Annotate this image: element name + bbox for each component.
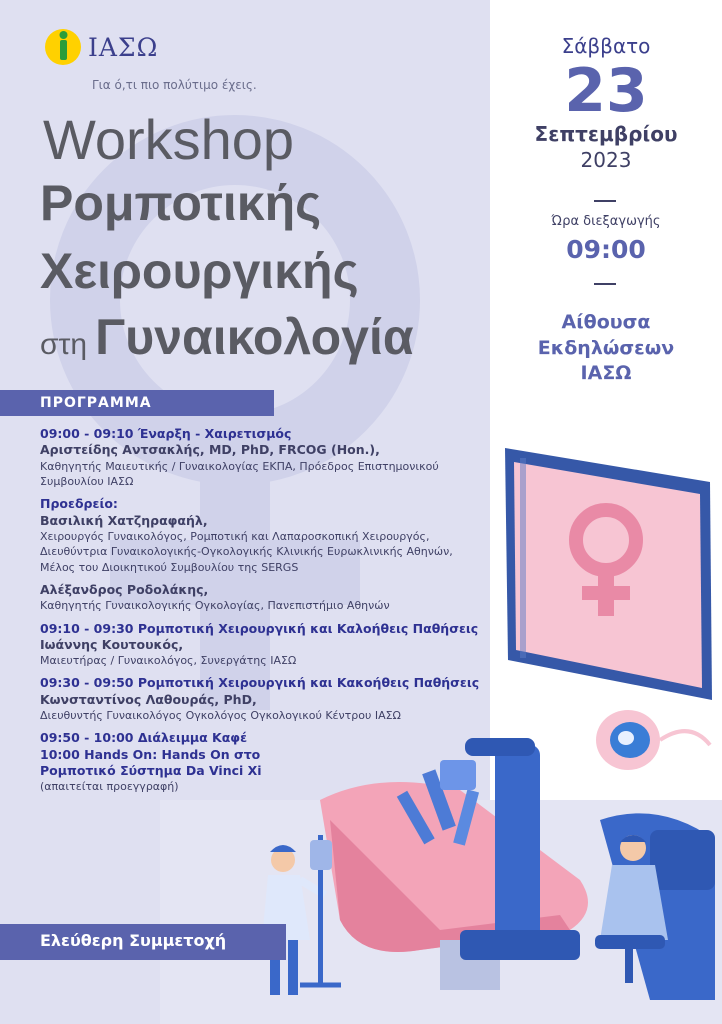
logo-text: ΙΑΣΩ — [88, 32, 159, 62]
surgeon-icon — [262, 835, 341, 995]
free-participation-label: Ελεύθερη Συμμετοχή — [40, 931, 227, 950]
title-line-1: Ρομποτικής — [40, 175, 322, 231]
speaker-name: Κωνσταντίνος Λαθουράς, PhD, — [40, 691, 257, 707]
title-line-3-small: στη — [40, 328, 88, 361]
title-line-2: Χειρουργικής — [40, 243, 359, 299]
event-date: 23 — [564, 56, 648, 126]
session-heading: 10:00 Hands On: Hands On στο — [40, 746, 261, 762]
venue-line-2: Εκδηλώσεων — [537, 336, 675, 359]
event-day: Σάββατο — [561, 34, 651, 58]
title-workshop: Workshop — [43, 108, 295, 171]
time-label: Ώρα διεξαγωγής — [551, 214, 661, 229]
surgical-lamp-icon — [596, 710, 710, 770]
venue-line-1: Αίθουσα — [561, 311, 651, 333]
venue-line-3: ΙΑΣΩ — [580, 362, 632, 385]
speaker-desc: Χειρουργός Γυναικολόγος, Ρομποτική και Λαπαροσκοπική Χειρουργός, — [40, 529, 430, 543]
program-title: ΠΡΟΓΡΑΜΜΑ — [40, 395, 152, 411]
speaker-name: Αλέξανδρος Ροδολάκης, — [40, 581, 209, 597]
session-heading: Προεδρείο: — [40, 496, 118, 512]
speaker-desc: Καθηγητής Γυναικολογικής Ογκολογίας, Πανεπιστήμιο Αθηνών — [40, 599, 390, 613]
monitor-icon — [505, 448, 712, 700]
title-line-3-big: Γυναικολογία — [95, 309, 414, 365]
speaker-desc: Μαιευτήρας / Γυναικολόγος, Συνεργάτης ΙΑΣΩ — [40, 654, 297, 668]
speaker-name: Αριστείδης Αντσακλής, MD, PhD, FRCOG (Hon.), — [40, 442, 380, 458]
session-heading: Ρομποτικό Σύστημα Da Vinci Xi — [40, 762, 262, 778]
program-list — [40, 426, 510, 795]
event-month: Σεπτεμβρίου — [534, 122, 678, 146]
session-heading: 09:00 - 09:10 Έναρξη - Χαιρετισμός — [40, 426, 292, 441]
speaker-desc: Διευθυντής Γυναικολόγος Ογκολόγος Ογκολογικού Κέντρου ΙΑΣΩ — [40, 708, 401, 722]
speaker-name: Βασιλική Χατζηραφαήλ, — [40, 512, 208, 528]
session-heading: 09:10 - 09:30 Ρομποτική Χειρουργική και Καλοήθεις Παθήσεις — [40, 620, 479, 636]
speaker-desc: Διευθύντρια Γυναικολογικής-Ογκολογικής Κλινικής Ευρωκλινικής Αθηνών, — [40, 545, 453, 559]
speaker-desc: Συμβουλίου ΙΑΣΩ — [40, 474, 134, 488]
event-year: 2023 — [580, 148, 632, 172]
speaker-desc: Μέλος του Διοικητικού Συμβουλίου της SERGS — [40, 560, 299, 574]
tagline: Για ό,τι πιο πολύτιμο έχεις. — [92, 78, 257, 92]
doctor-console-icon — [595, 813, 715, 1000]
event-time: 09:00 — [566, 235, 646, 264]
session-heading: 09:30 - 09:50 Ρομποτική Χειρουργική και Κακοήθεις Παθήσεις — [40, 675, 480, 691]
session-note: (απαιτείται προεγγραφή) — [40, 780, 179, 794]
speaker-name: Ιωάννης Κουτουκός, — [40, 636, 184, 652]
session-heading: 09:50 - 10:00 Διάλειμμα Καφέ — [40, 730, 248, 746]
speaker-desc: Καθηγητής Μαιευτικής / Γυναικολογίας ΕΚΠΑ, Πρόεδρος Επιστημονικού — [40, 459, 439, 473]
